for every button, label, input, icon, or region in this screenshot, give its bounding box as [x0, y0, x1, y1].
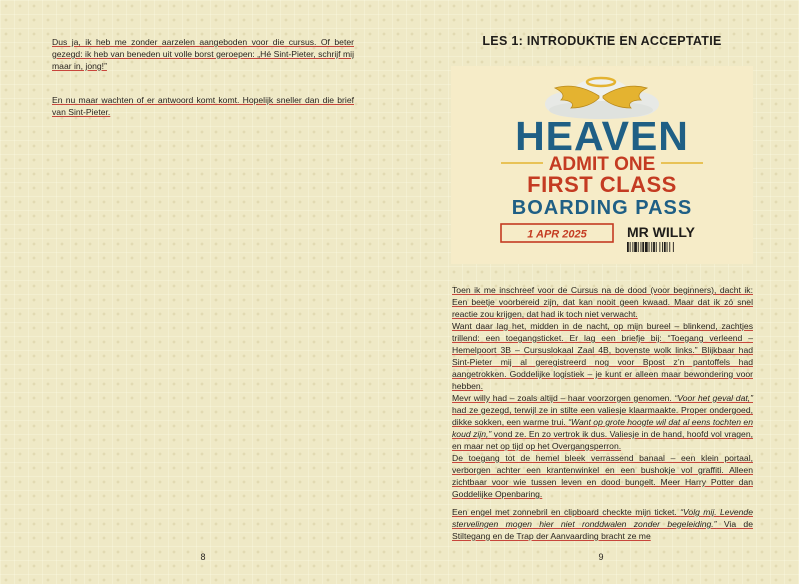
- ticket-name-text: MR WILLY: [627, 224, 695, 240]
- p5-part-a: Een engel met zonnebril en clipboard checkte mijn ticket.: [452, 507, 681, 517]
- ticket-admit-text: ADMIT ONE: [548, 154, 656, 175]
- p5-quote: “Volg mij. Levende stervelingen mogen hier niet ronddwalen zonder begeleiding.”: [452, 507, 753, 529]
- right-paragraph-4: De toegang tot de hemel bleek verrassend banaal – een klein portaal, verborgen achter een krantenwinkel en een bushokje vol graffiti. Alleen zichtbaar voor wie tussen leven en dood bungelt. Meer Harry Potter dan Goddelijke Openbaring.: [452, 453, 753, 499]
- p3-quote-2: “Want op grote hoogte wil dat al eens tochten en koud zijn,”: [452, 417, 753, 439]
- right-paragraph-5: [452, 506, 753, 542]
- right-paragraph-1: Toen ik me inschreef voor de Cursus na de dood (voor beginners), dacht ik: Een beetje voorbereid zijn, dat kan nooit geen kwaad. Maar dat ik zó snel reactie zou krijgen, dat had ik toch niet verwacht.: [452, 285, 753, 319]
- right-page: [400, 0, 799, 584]
- chapter-title: LES 1: INTRODUKTIE EN ACCEPTATIE: [482, 34, 722, 48]
- left-paragraph-1: Dus ja, ik heb me zonder aarzelen aangeboden voor die cursus. Of beter gezegd: ik heb van beneden uit volle borst geroepen: „Hé Sint-Pieter, schrijf mij maar in, jong!”: [52, 37, 354, 71]
- ticket-boarding-text: BOARDING PASS: [511, 197, 693, 219]
- p3-part-c: vond ze. En zo vertrok ik dus. Valiesje in de hand, hoofd vol vragen, en maar net op tijd op het Overgangsperron.: [452, 429, 753, 451]
- ticket-illustration: [451, 66, 753, 264]
- heaven-ticket-image: [451, 66, 753, 264]
- left-text-block: [52, 36, 354, 140]
- p3-part-b: had ze gezegd, terwijl ze in stilte een valiesje klaarmaakte. Proper ondergoed, dikke sokken, een warme trui.: [452, 405, 753, 427]
- page-number-right: 9: [598, 552, 604, 562]
- p3-part-a: Mevr willy had – zoals altijd – haar voorzorgen genomen.: [452, 393, 675, 403]
- right-paragraph-2: Want daar lag het, midden in de nacht, op mijn bureel – blinkend, zachtjes trillend: een toegangsticket. Er lag een briefje bij: “Toegang verleend – Hemelpoort 3B – Cursuslokaal Zaal 4B, bovenste wolk links.” Blijkbaar had Sint-Pieter mij al geregistreerd nog voor Bpost z’n pantoffels had aangetrokken. Goddelijke logistiek – je kunt er alleen maar bewondering voor hebben.: [452, 321, 753, 391]
- page-number-left: 8: [200, 552, 206, 562]
- ticket-first-class-text: FIRST CLASS: [527, 172, 677, 197]
- p5-part-b: Via de Stiltegang en de Trap der Aanvaarding bracht ze me: [452, 519, 753, 541]
- p3-quote-1: “Voor het geval dat,”: [674, 393, 753, 403]
- ticket-heaven-text: HEAVEN: [515, 113, 689, 159]
- left-paragraph-2: En nu maar wachten of er antwoord komt komt. Hopelijk sneller dan die brief van Sint-Pieter.: [52, 95, 354, 117]
- right-text-block: [452, 284, 753, 542]
- ticket-date-text: 1 APR 2025: [527, 228, 587, 241]
- right-paragraph-3: [452, 392, 753, 452]
